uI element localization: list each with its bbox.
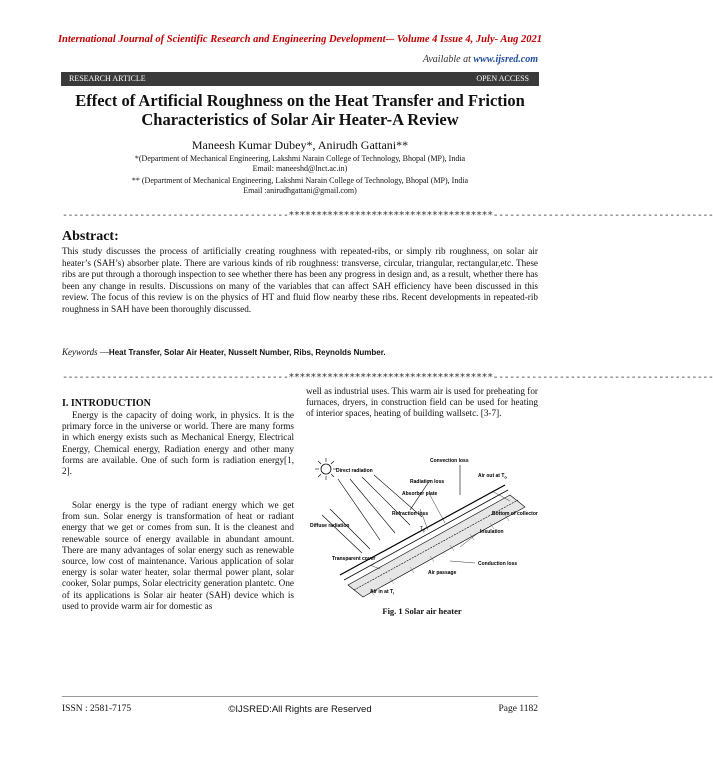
article-type-bar bbox=[61, 72, 539, 86]
affiliation-2-email: Email :anirudhgattani@gmail.com) bbox=[243, 186, 357, 195]
keywords-dash: — bbox=[97, 347, 109, 357]
keywords bbox=[62, 347, 538, 357]
fig-label-direct: Direct radiation bbox=[336, 468, 373, 474]
fig-label-air-out-sub: o bbox=[504, 474, 507, 480]
figure-caption: Fig. 1 Solar air heater bbox=[382, 606, 462, 616]
available-prefix: Available at bbox=[422, 54, 474, 65]
fig-label-tp-main: T bbox=[420, 526, 424, 532]
keywords-list: Heat Transfer, Solar Air Heater, Nusselt Number, Ribs, Reynolds Number. bbox=[108, 348, 386, 357]
fig-label-cover: Transparent cover bbox=[332, 556, 376, 562]
fig-label-air-in-sub: i bbox=[393, 590, 395, 596]
solar-air-heater-figure bbox=[310, 455, 540, 600]
fig-label-air-in-main: Air in at T bbox=[370, 589, 394, 595]
fig-label-absorber: Absorber plate bbox=[402, 491, 438, 497]
fig-label-bottom: Bottom of collector bbox=[492, 511, 538, 517]
paper-title: Effect of Artificial Roughness on the Heat Transfer and Friction Characteristics of Solar Air Heater-A Review bbox=[75, 91, 525, 129]
affiliation-2 bbox=[60, 176, 540, 196]
keywords-label: Keywords bbox=[62, 347, 98, 357]
intro-paragraph-1: Energy is the capacity of doing work, in physics. It is the primary force in the universe or world. There are many forms in which energy exists such as Mechanical Energy, Electrical Energy, Chemical energy, Radiation energy and other many forms are available. One of such form is radiation energy[1, 2]. bbox=[62, 410, 294, 477]
footer-copyright: ©IJSRED:All Rights are Reserved bbox=[228, 704, 372, 715]
fig-label-refraction: Refraction loss bbox=[392, 511, 429, 517]
affiliation-1-email: Email: maneeshd@lnct.ac.in) bbox=[252, 164, 348, 173]
fig-label-convection: Convection loss bbox=[430, 458, 469, 464]
fig-label-conduction: Conduction loss bbox=[478, 561, 518, 567]
affiliation-1-dept: *(Department of Mechanical Engineering, Lakshmi Narain College of Technology, Bhopal (MP), India bbox=[134, 154, 466, 163]
footer-issn: ISSN : 2581-7175 bbox=[62, 704, 132, 714]
collector-body bbox=[340, 485, 525, 597]
fig-label-tp-sub: p bbox=[423, 527, 426, 533]
fig-label-diffuse: Diffuse radiation bbox=[310, 523, 350, 529]
open-access-label: OPEN ACCESS bbox=[476, 74, 529, 83]
abstract-text: This study discusses the process of artificially creating roughness with repeated-ribs, or simply rib roughness, on solar air heater’s (SAH’s) absorber plate. There are various kinds of rib roughness: transverse, circular, triangular, rectangular,etc. These ribs are put through a thorough inspection to see whether there has been any progress in design and, as a result, whether there has been any change in results. Discussions on many of the variables that can affect SAH efficiency have been discussed in this review. The focus of this review is on the physics of HT and fluid flow nearby these ribs. Recent developments in repeated-rib roughness in SAH have been thoroughly discussed. bbox=[62, 246, 538, 314]
abstract-heading: Abstract: bbox=[62, 229, 119, 244]
fig-label-air-out bbox=[478, 473, 507, 480]
fig-label-radiation-loss: Radiation loss bbox=[410, 479, 445, 485]
fig-label-air-in bbox=[370, 589, 394, 596]
footer-page-number: Page 1182 bbox=[498, 704, 538, 714]
footer-divider bbox=[62, 696, 538, 697]
fig-label-tp bbox=[420, 526, 426, 533]
availability-line bbox=[423, 54, 538, 65]
article-type: RESEARCH ARTICLE bbox=[69, 74, 146, 83]
separator-top: -----------------------------------------*************************************---------------------------------------- bbox=[62, 210, 713, 221]
journal-header: International Journal of Scientific Research and Engineering Development-– Volume 4 Issue 4, July- Aug 2021 bbox=[57, 34, 543, 45]
section-heading: I. INTRODUCTION bbox=[62, 398, 151, 409]
intro-paragraph-3: well as industrial uses. This warm air is used for preheating for furnaces, dryers, in construction field can be used for heating of interior spaces, heating of building wallsetc. [3-7]. bbox=[306, 386, 538, 419]
affiliation-1 bbox=[60, 154, 540, 174]
sun-icon bbox=[315, 458, 337, 480]
affiliation-2-dept: ** (Department of Mechanical Engineering, Lakshmi Narain College of Technology, Bhopal (MP), India bbox=[131, 176, 469, 185]
fig-label-air-out-main: Air out at T bbox=[478, 473, 505, 479]
authors: Maneesh Kumar Dubey*, Anirudh Gattani** bbox=[191, 138, 409, 152]
fig-label-passage: Air passage bbox=[428, 570, 457, 576]
separator-bottom: -----------------------------------------*************************************---------------------------------------- bbox=[62, 372, 713, 383]
intro-paragraph-2: Solar energy is the type of radiant energy which we get from sun. Solar energy is transformation of heat or radiant energy that we get or comes from sun. It is the cleanest and renewable source of energy available in abundant amount. There are many advantages of solar energy such as renewable source, low cost of maintenance. Various application of solar energy is solar water heater, solar thermal power plant, solar cooker, Solar pumps, Solar electricity generation plantetc. One of its applications is Solar air heater (SAH) device which is used to provide warm air for domestic as bbox=[62, 500, 294, 611]
fig-label-insulation: Insulation bbox=[480, 529, 504, 535]
journal-url[interactable]: www.ijsred.com bbox=[473, 54, 538, 65]
